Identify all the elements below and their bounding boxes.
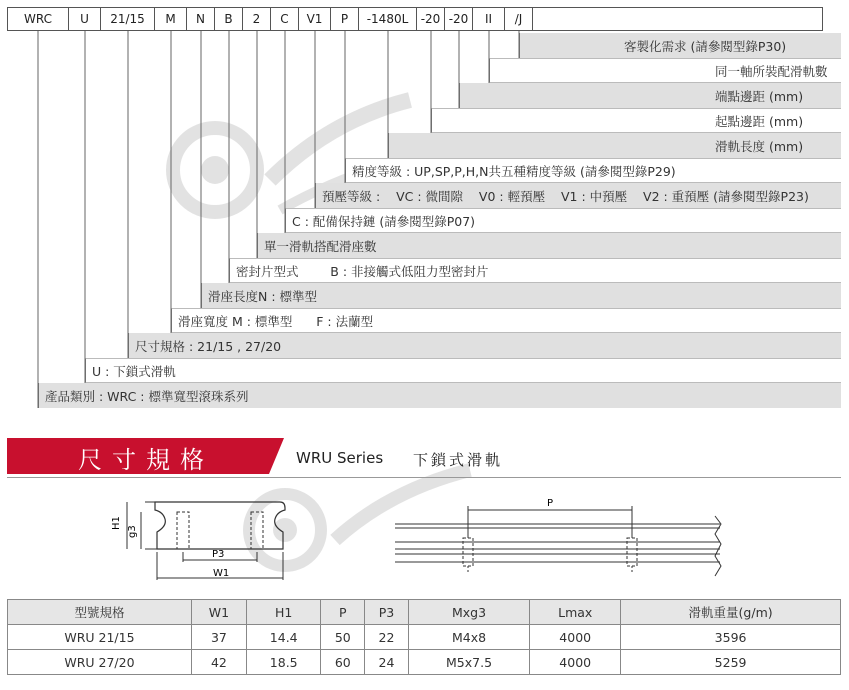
- spec-table: [7, 599, 841, 675]
- table-cell: M4x8: [408, 625, 529, 650]
- band-text: 滑軌長度 (mm): [715, 138, 804, 154]
- table-header-cell: H1: [246, 600, 321, 625]
- code-cell: -20: [445, 7, 473, 31]
- code-cell: C: [271, 7, 299, 31]
- band-text: 滑座長度N : 標準型: [208, 288, 318, 304]
- table-cell: 60: [321, 650, 365, 675]
- table-cell: 42: [191, 650, 246, 675]
- code-cell: 21/15: [101, 7, 155, 31]
- table-cell: 50: [321, 625, 365, 650]
- band-text: 精度等級 : UP,SP,P,H,N共五種精度等級 (請參閱型錄P29): [352, 163, 676, 179]
- band-text: 單一滑軌搭配滑座數: [264, 238, 377, 254]
- band-text: 密封片型式 B : 非接觸式低阻力型密封片: [236, 263, 489, 279]
- code-cell: M: [155, 7, 187, 31]
- series-name: 下鎖式滑軌: [413, 451, 504, 469]
- rail-side-view-drawing: [395, 494, 725, 584]
- table-cell: 14.4: [246, 625, 321, 650]
- code-cell: /J: [505, 7, 533, 31]
- table-cell: 5259: [621, 650, 841, 675]
- band-text: U : 下鎖式滑軌: [92, 363, 176, 379]
- band-text: 尺寸規格 : 21/15 , 27/20: [135, 338, 282, 354]
- table-header-cell: Mxg3: [408, 600, 529, 625]
- table-row: [8, 650, 841, 675]
- table-cell: 4000: [530, 650, 621, 675]
- code-cell: B: [215, 7, 243, 31]
- code-cell: 2: [243, 7, 271, 31]
- table-cell: WRU 21/15: [8, 625, 192, 650]
- table-cell: M5x7.5: [408, 650, 529, 675]
- table-cell: 22: [365, 625, 409, 650]
- table-cell: 18.5: [246, 650, 321, 675]
- band-text: 客製化需求 (請參閱型錄P30): [624, 38, 787, 54]
- w1-label: W1: [213, 568, 230, 579]
- band-text: 滑座寬度 M : 標準型 F : 法蘭型: [178, 313, 374, 329]
- band-text: 預壓等級 : VC : 微間隙 V0 : 輕預壓 V1 : 中預壓 V2 : 重預壓 (請參閱型錄P23): [322, 188, 809, 204]
- table-header-cell: 滑軌重量(g/m): [621, 600, 841, 625]
- table-header-cell: W1: [191, 600, 246, 625]
- table-cell: 3596: [621, 625, 841, 650]
- code-cell: -20: [417, 7, 445, 31]
- code-cell: P: [331, 7, 359, 31]
- band-text: 起點邊距 (mm): [715, 113, 804, 129]
- table-header-cell: Lmax: [530, 600, 621, 625]
- band-text: C : 配備保持鏈 (請參閱型錄P07): [292, 213, 476, 229]
- code-cell: WRC: [7, 7, 69, 31]
- p-label: P: [547, 498, 554, 509]
- table-header-cell: P: [321, 600, 365, 625]
- band-text: 同一軸所裝配滑軌數: [715, 63, 828, 79]
- section-title: 尺寸規格: [78, 446, 214, 474]
- code-cell: U: [69, 7, 101, 31]
- p3-label: P3: [212, 549, 225, 560]
- divider: [7, 477, 841, 478]
- table-header-row: [8, 600, 841, 625]
- table-cell: 37: [191, 625, 246, 650]
- table-header-cell: P3: [365, 600, 409, 625]
- table-cell: WRU 27/20: [8, 650, 192, 675]
- table-cell: 24: [365, 650, 409, 675]
- band-text: 端點邊距 (mm): [715, 88, 804, 104]
- rail-cross-section-drawing: [105, 494, 295, 584]
- table-header-cell: 型號規格: [8, 600, 192, 625]
- code-cell: V1: [299, 7, 331, 31]
- table-cell: 4000: [530, 625, 621, 650]
- g3-label: g3: [127, 525, 138, 538]
- table-row: [8, 625, 841, 650]
- code-cell: II: [473, 7, 505, 31]
- band-text: 產品類別 : WRC : 標準寬型滾珠系列: [45, 388, 249, 404]
- code-cell: -1480L: [359, 7, 417, 31]
- h1-label: H1: [111, 516, 122, 530]
- code-cell: N: [187, 7, 215, 31]
- series-label: WRU Series: [296, 449, 384, 467]
